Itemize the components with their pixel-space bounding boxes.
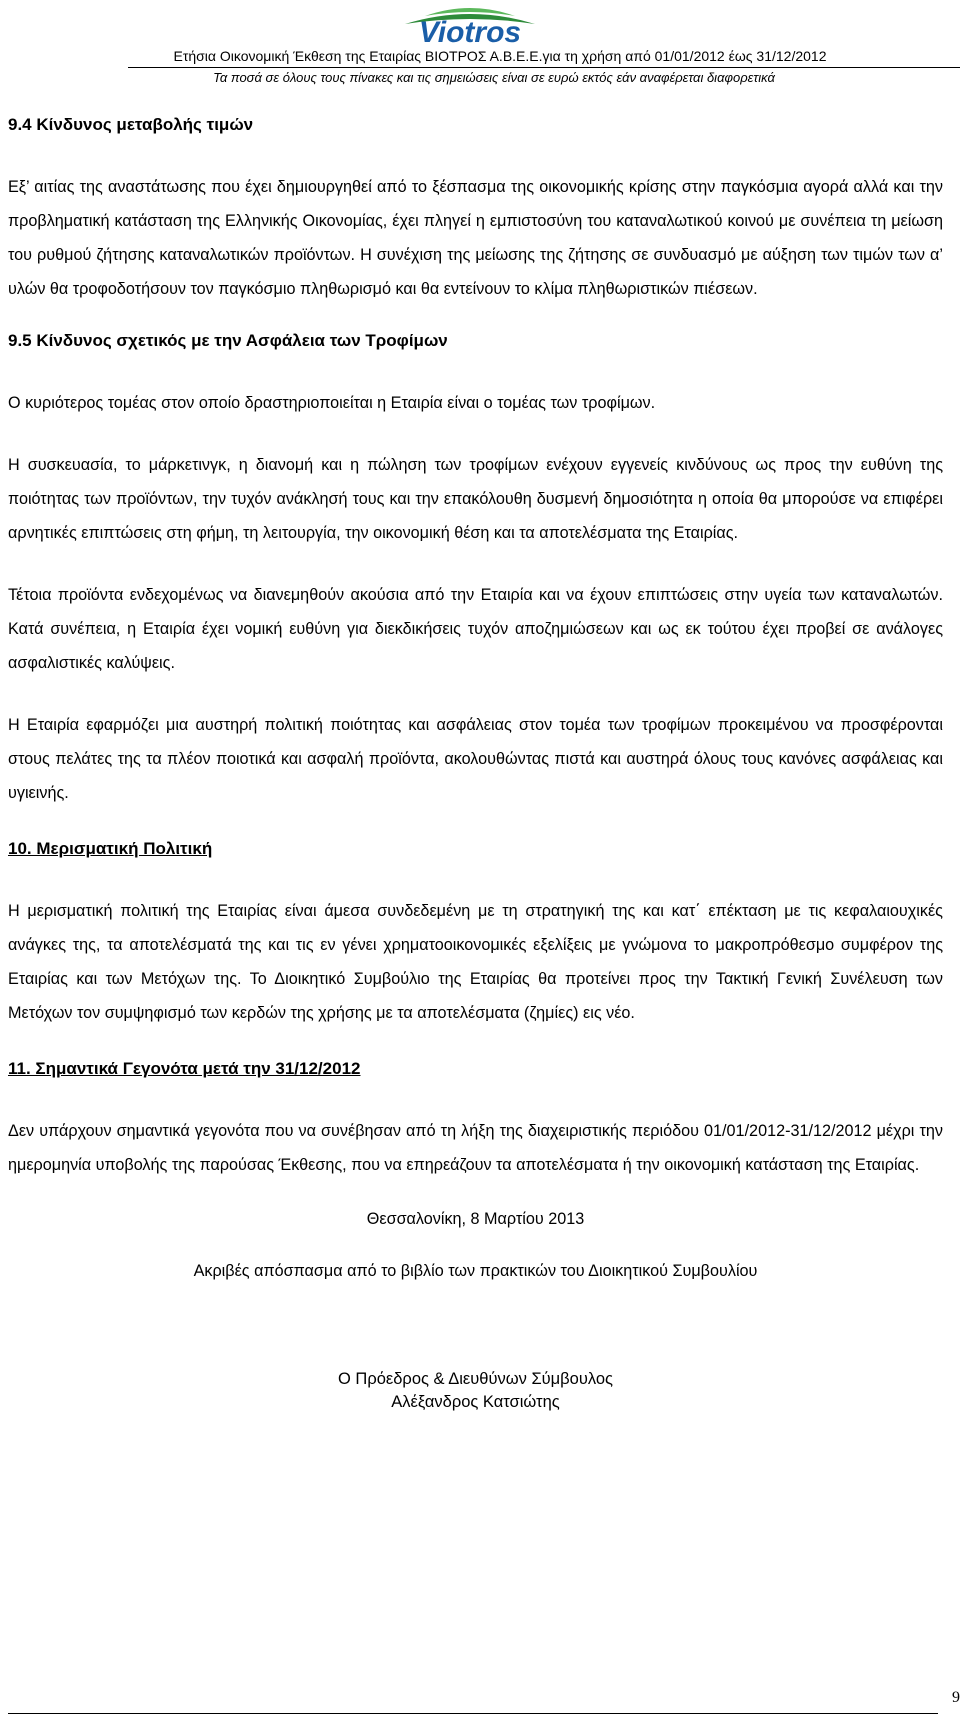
section-9-5-paragraph-2: Η συσκευασία, το μάρκετινγκ, η διανομή και η πώληση των τροφίμων ενέχουν εγγενείς κινδύνους ως προς την ευθύνη της ποιότητας των προϊόντων, την τυχόν ανάκλησή τους και την επακόλουθη δυσμενή δημοσιότητα η οποία θα μπορούσε να επιφέρει αρνητικές επιπτώσεις στη φήμη, τη λειτουργία, την οικονομική θέση και τα αποτελέσματα της Εταιρίας. xyxy=(8,456,943,542)
section-9-5-title: 9.5 Κίνδυνος σχετικός με την Ασφάλεια των Τροφίμων xyxy=(8,331,448,350)
footer-rule xyxy=(8,1713,938,1714)
section-11-paragraph: Δεν υπάρχουν σημαντικά γεγονότα που να συνέβησαν από τη λήξη της διαχειριστικής περιόδου 01/01/2012-31/12/2012 μέχρι την ημερομηνία υποβολής της παρούσας Έκθεσης, που να επηρεάζουν τα αποτελέσματα ή την οικονομική κατάσταση της Εταιρίας. xyxy=(8,1122,943,1174)
section-9-4-title: 9.4 Κίνδυνος μεταβολής τιμών xyxy=(8,115,254,134)
page-header xyxy=(0,0,960,92)
section-9-4-paragraph: Εξ’ αιτίας της αναστάτωσης που έχει δημιουργηθεί από το ξέσπασμα της οικονομικής κρίσης στην παγκόσμια αγορά αλλά και την προβληματική κατάσταση της Ελληνικής Οικονομίας, έχει πληγεί η εμπιστοσύνη του καταναλωτικού κοινού με συνέπεια τη μείωση του ρυθμού ζήτησης καταναλωτικών προϊόντων. Η συνέχιση της μείωσης της ζήτησης σε συνδυασμό με αύξηση των τιμών των α’ υλών θα τροφοδοτήσουν τον παγκόσμιο πληθωρισμό και θα εντείνουν το κλίμα πληθωριστικών πιέσεων. xyxy=(8,178,943,298)
section-9-5-paragraph-1: Ο κυριότερος τομέας στον οποίο δραστηριοποιείται η Εταιρία είναι ο τομέας των τροφίμων. xyxy=(8,394,656,412)
section-9-5-paragraph-3: Τέτοια προϊόντα ενδεχομένως να διανεμηθούν ακούσια από την Εταιρία και να έχουν επιπτώσεις στην υγεία των καταναλωτών. Κατά συνέπεια, η Εταιρία έχει νομική ευθύνη για διεκδικήσεις τυχόν αποζημιώσεων και ως εκ τούτου έχει προβεί σε ανάλογες ασφαλιστικές καλύψεις. xyxy=(8,586,943,672)
section-11-title: 11. Σημαντικά Γεγονότα μετά την 31/12/2012 xyxy=(8,1059,361,1078)
header-rule xyxy=(128,67,960,68)
section-9-5-paragraph-4: Η Εταιρία εφαρμόζει μια αυστηρή πολιτική ποιότητας και ασφάλειας στον τομέα των τροφίμων προκειμένου να προσφέρονται στους πελάτες της τα πλέον ποιοτικά και ασφαλή προϊόντα, ακολουθώντας πιστά και αυστηρά όλους τους κανόνες ασφάλειας και υγιεινής. xyxy=(8,716,943,802)
signatory-role: Ο Πρόεδρος & Διευθύνων Σύμβουλος xyxy=(338,1370,613,1388)
header-subtitle: Τα ποσά σε όλους τους πίνακες και τις σημειώσεις είναι σε ευρώ εκτός εάν αναφέρεται διαφορετικά xyxy=(213,70,775,85)
section-10-title: 10. Μερισματική Πολιτική xyxy=(8,839,213,858)
document-body xyxy=(8,108,943,1414)
signatory-name: Αλέξανδρος Κατσιώτης xyxy=(391,1393,560,1411)
extract-note: Ακριβές απόσπασμα από το βιβλίο των πρακτικών του Διοικητικού Συμβουλίου xyxy=(193,1262,758,1280)
viotros-logo xyxy=(395,2,545,48)
section-10-paragraph: Η μερισματική πολιτική της Εταιρίας είναι άμεσα συνδεδεμένη με τη στρατηγική της και κατ΄ επέκταση με τις κεφαλαιουχικές ανάγκες της, τα αποτελέσματά της και τις εν γένει χρηματοοικονομικές εξελίξεις με γνώμονα το μακροπρόθεσμο συμφέρον της Εταιρίας και των Μετόχων της. Το Διοικητικό Συμβούλιο της Εταιρίας θα προτείνει προς την Τακτική Γενική Συνέλευση των Μετόχων τον συμψηφισμό των κερδών της χρήσης με τα αποτελέσματα (ζημίες) εις νέο. xyxy=(8,902,943,1022)
place-date: Θεσσαλονίκη, 8 Μαρτίου 2013 xyxy=(366,1210,585,1228)
page-number: 9 xyxy=(952,1689,960,1706)
header-title: Ετήσια Οικονομική Έκθεση της Εταιρίας ΒΙΟΤΡΟΣ Α.Β.Ε.Ε.για τη χρήση από 01/01/2012 έως 31/12/2012 xyxy=(173,48,827,64)
svg-text:Viotros: Viotros xyxy=(418,16,522,48)
